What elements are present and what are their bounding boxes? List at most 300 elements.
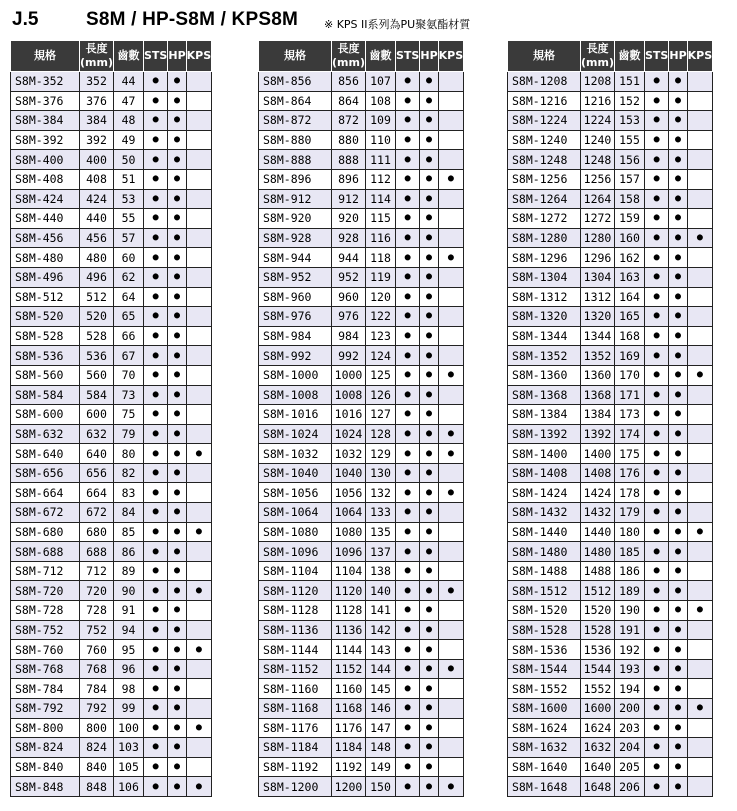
length-cell: 1136 <box>332 620 366 640</box>
kps-cell <box>687 248 713 268</box>
teeth-cell: 123 <box>366 326 396 346</box>
teeth-header: 齒數 <box>615 41 645 72</box>
sts-cell: ● <box>645 777 669 797</box>
material-note: ※ KPS II系列為PU聚氨酯材質 <box>324 18 471 31</box>
spec-cell: S8M-792 <box>11 699 80 719</box>
kps-cell: ● <box>438 365 464 385</box>
sts-cell: ● <box>396 444 420 464</box>
kps-cell <box>186 405 212 425</box>
teeth-cell: 115 <box>366 209 396 229</box>
sts-cell: ● <box>645 601 669 621</box>
kps-cell <box>687 424 713 444</box>
table-row <box>11 111 212 131</box>
table-row <box>259 287 464 307</box>
teeth-cell: 180 <box>615 522 645 542</box>
teeth-cell: 114 <box>366 189 396 209</box>
teeth-cell: 53 <box>114 189 144 209</box>
spec-cell: S8M-712 <box>11 561 80 581</box>
table-row <box>11 189 212 209</box>
length-cell: 1544 <box>581 659 615 679</box>
spec-cell: S8M-1056 <box>259 483 332 503</box>
teeth-cell: 141 <box>366 601 396 621</box>
hp-cell: ● <box>420 679 438 699</box>
length-cell: 896 <box>332 169 366 189</box>
hp-cell: ● <box>420 189 438 209</box>
hp-cell: ● <box>168 620 186 640</box>
table-row <box>259 483 464 503</box>
length-cell: 408 <box>80 169 114 189</box>
kps-cell <box>186 561 212 581</box>
teeth-cell: 175 <box>615 444 645 464</box>
length-cell: 1528 <box>581 620 615 640</box>
hp-header: HP <box>168 41 186 72</box>
kps-cell <box>438 601 464 621</box>
spec-cell: S8M-960 <box>259 287 332 307</box>
spec-cell: S8M-880 <box>259 130 332 150</box>
hp-cell: ● <box>420 659 438 679</box>
teeth-cell: 140 <box>366 581 396 601</box>
hp-cell: ● <box>168 111 186 131</box>
length-cell: 1184 <box>332 738 366 758</box>
spec-cell: S8M-1240 <box>508 130 581 150</box>
hp-cell: ● <box>420 209 438 229</box>
kps-cell: ● <box>687 699 713 719</box>
kps-cell: ● <box>186 444 212 464</box>
sts-cell: ● <box>144 209 168 229</box>
hp-cell: ● <box>669 503 687 523</box>
table-row <box>11 503 212 523</box>
table-row <box>11 561 212 581</box>
teeth-cell: 194 <box>615 679 645 699</box>
spec-cell: S8M-1640 <box>508 757 581 777</box>
teeth-cell: 163 <box>615 267 645 287</box>
length-cell: 864 <box>332 91 366 111</box>
kps-cell: ● <box>438 248 464 268</box>
sts-cell: ● <box>144 444 168 464</box>
teeth-cell: 47 <box>114 91 144 111</box>
spec-cell: S8M-864 <box>259 91 332 111</box>
hp-cell: ● <box>669 189 687 209</box>
length-cell: 1248 <box>581 150 615 170</box>
spec-cell: S8M-1120 <box>259 581 332 601</box>
spec-cell: S8M-424 <box>11 189 80 209</box>
table-row <box>11 405 212 425</box>
sts-cell: ● <box>645 738 669 758</box>
kps-cell <box>186 209 212 229</box>
table-row <box>508 248 713 268</box>
hp-cell: ● <box>168 385 186 405</box>
hp-cell: ● <box>168 72 186 92</box>
kps-cell <box>186 503 212 523</box>
kps-cell: ● <box>687 228 713 248</box>
kps-cell <box>438 287 464 307</box>
hp-cell: ● <box>669 679 687 699</box>
teeth-cell: 94 <box>114 620 144 640</box>
hp-cell: ● <box>420 72 438 92</box>
kps-cell <box>438 346 464 366</box>
table-row <box>508 72 713 92</box>
hp-cell: ● <box>168 365 186 385</box>
length-cell: 720 <box>80 581 114 601</box>
spec-cell: S8M-352 <box>11 72 80 92</box>
spec-cell: S8M-536 <box>11 346 80 366</box>
spec-cell: S8M-976 <box>259 307 332 327</box>
kps-cell <box>687 444 713 464</box>
table-row <box>259 463 464 483</box>
teeth-cell: 169 <box>615 346 645 366</box>
spec-cell: S8M-1248 <box>508 150 581 170</box>
sts-cell: ● <box>144 130 168 150</box>
spec-cell: S8M-680 <box>11 522 80 542</box>
length-cell: 928 <box>332 228 366 248</box>
spec-cell: S8M-1296 <box>508 248 581 268</box>
sts-cell: ● <box>396 503 420 523</box>
spec-cell: S8M-1520 <box>508 601 581 621</box>
length-cell: 1240 <box>581 130 615 150</box>
spec-cell: S8M-1624 <box>508 718 581 738</box>
kps-cell <box>438 699 464 719</box>
kps-cell <box>186 463 212 483</box>
spec-cell: S8M-856 <box>259 72 332 92</box>
length-cell: 1280 <box>581 228 615 248</box>
kps-cell <box>186 542 212 562</box>
kps-cell <box>687 150 713 170</box>
teeth-cell: 120 <box>366 287 396 307</box>
table-row <box>259 581 464 601</box>
teeth-cell: 178 <box>615 483 645 503</box>
spec-cell: S8M-632 <box>11 424 80 444</box>
table-row <box>11 209 212 229</box>
kps-cell <box>687 738 713 758</box>
hp-cell: ● <box>420 522 438 542</box>
teeth-cell: 160 <box>615 228 645 248</box>
sts-cell: ● <box>144 463 168 483</box>
kps-cell: ● <box>186 718 212 738</box>
kps-cell <box>438 326 464 346</box>
length-cell: 376 <box>80 91 114 111</box>
teeth-cell: 51 <box>114 169 144 189</box>
kps-cell <box>186 738 212 758</box>
sts-header: STS <box>144 41 168 72</box>
table-row <box>259 424 464 444</box>
length-cell: 512 <box>80 287 114 307</box>
teeth-cell: 116 <box>366 228 396 248</box>
spec-cell: S8M-800 <box>11 718 80 738</box>
hp-cell: ● <box>669 601 687 621</box>
sts-cell: ● <box>645 267 669 287</box>
table-row <box>259 699 464 719</box>
sts-cell: ● <box>144 307 168 327</box>
kps-cell <box>186 385 212 405</box>
length-cell: 352 <box>80 72 114 92</box>
table-row <box>259 444 464 464</box>
teeth-cell: 106 <box>114 777 144 797</box>
table-row <box>11 150 212 170</box>
length-cell: 1648 <box>581 777 615 797</box>
hp-cell: ● <box>168 503 186 523</box>
length-cell: 1008 <box>332 385 366 405</box>
spec-cell: S8M-560 <box>11 365 80 385</box>
length-cell: 768 <box>80 659 114 679</box>
teeth-cell: 100 <box>114 718 144 738</box>
sts-cell: ● <box>396 522 420 542</box>
table-row <box>11 718 212 738</box>
sts-cell: ● <box>396 542 420 562</box>
sts-cell: ● <box>645 503 669 523</box>
length-cell: 840 <box>80 757 114 777</box>
table-row <box>259 620 464 640</box>
spec-cell: S8M-1256 <box>508 169 581 189</box>
spec-cell: S8M-848 <box>11 777 80 797</box>
length-cell: 984 <box>332 326 366 346</box>
hp-cell: ● <box>168 307 186 327</box>
hp-cell: ● <box>669 228 687 248</box>
sts-cell: ● <box>396 346 420 366</box>
hp-cell: ● <box>669 640 687 660</box>
hp-cell: ● <box>420 777 438 797</box>
spec-cell: S8M-1480 <box>508 542 581 562</box>
hp-cell: ● <box>420 150 438 170</box>
length-cell: 992 <box>332 346 366 366</box>
sts-cell: ● <box>144 620 168 640</box>
length-cell: 1000 <box>332 365 366 385</box>
kps-cell <box>186 189 212 209</box>
length-cell: 1400 <box>581 444 615 464</box>
length-cell: 1272 <box>581 209 615 229</box>
table-row <box>508 405 713 425</box>
length-cell: 1256 <box>581 169 615 189</box>
teeth-cell: 103 <box>114 738 144 758</box>
spec-cell: S8M-928 <box>259 228 332 248</box>
length-cell: 1304 <box>581 267 615 287</box>
hp-cell: ● <box>168 699 186 719</box>
table-row <box>259 542 464 562</box>
spec-cell: S8M-1384 <box>508 405 581 425</box>
table-row <box>508 424 713 444</box>
kps-cell <box>687 581 713 601</box>
length-cell: 784 <box>80 679 114 699</box>
teeth-cell: 193 <box>615 659 645 679</box>
kps-cell: ● <box>438 169 464 189</box>
hp-cell: ● <box>669 267 687 287</box>
kps-cell <box>438 267 464 287</box>
hp-cell: ● <box>669 385 687 405</box>
length-cell: 1392 <box>581 424 615 444</box>
kps-header: KPS <box>438 41 464 72</box>
table-row <box>259 130 464 150</box>
teeth-cell: 132 <box>366 483 396 503</box>
hp-cell: ● <box>669 738 687 758</box>
hp-cell: ● <box>669 72 687 92</box>
table-row <box>11 130 212 150</box>
teeth-cell: 143 <box>366 640 396 660</box>
sts-cell: ● <box>144 267 168 287</box>
teeth-cell: 70 <box>114 365 144 385</box>
hp-cell: ● <box>669 483 687 503</box>
spec-cell: S8M-1144 <box>259 640 332 660</box>
table-row <box>259 679 464 699</box>
length-cell: 400 <box>80 150 114 170</box>
length-cell: 1104 <box>332 561 366 581</box>
table-row <box>259 777 464 797</box>
sts-cell: ● <box>396 130 420 150</box>
kps-cell <box>186 130 212 150</box>
spec-cell: S8M-392 <box>11 130 80 150</box>
table-row <box>259 248 464 268</box>
teeth-cell: 189 <box>615 581 645 601</box>
table-row <box>508 444 713 464</box>
spec-cell: S8M-920 <box>259 209 332 229</box>
spec-cell: S8M-1408 <box>508 463 581 483</box>
kps-cell <box>186 267 212 287</box>
spec-cell: S8M-640 <box>11 444 80 464</box>
table-row <box>508 483 713 503</box>
table-row <box>508 307 713 327</box>
spec-cell: S8M-1544 <box>508 659 581 679</box>
teeth-cell: 146 <box>366 699 396 719</box>
sts-cell: ● <box>645 189 669 209</box>
hp-cell: ● <box>669 561 687 581</box>
hp-cell: ● <box>168 326 186 346</box>
kps-cell <box>186 307 212 327</box>
length-cell: 1264 <box>581 189 615 209</box>
spec-cell: S8M-408 <box>11 169 80 189</box>
table-row <box>259 326 464 346</box>
hp-cell: ● <box>168 777 186 797</box>
kps-cell <box>186 287 212 307</box>
table-row <box>11 757 212 777</box>
teeth-cell: 147 <box>366 718 396 738</box>
sts-cell: ● <box>645 699 669 719</box>
kps-cell <box>438 738 464 758</box>
sts-cell: ● <box>396 248 420 268</box>
spec-table-1 <box>10 40 212 797</box>
spec-cell: S8M-1224 <box>508 111 581 131</box>
teeth-cell: 128 <box>366 424 396 444</box>
sts-cell: ● <box>144 640 168 660</box>
length-cell: 1480 <box>581 542 615 562</box>
teeth-cell: 168 <box>615 326 645 346</box>
kps-cell <box>687 757 713 777</box>
length-cell: 1040 <box>332 463 366 483</box>
kps-cell <box>687 385 713 405</box>
teeth-cell: 142 <box>366 620 396 640</box>
sts-cell: ● <box>396 620 420 640</box>
kps-cell <box>687 169 713 189</box>
kps-cell <box>438 307 464 327</box>
teeth-cell: 156 <box>615 150 645 170</box>
length-cell: 424 <box>80 189 114 209</box>
table-row <box>11 581 212 601</box>
teeth-cell: 158 <box>615 189 645 209</box>
sts-cell: ● <box>144 326 168 346</box>
sts-cell: ● <box>645 424 669 444</box>
sts-cell: ● <box>396 777 420 797</box>
length-cell: 392 <box>80 130 114 150</box>
sts-cell: ● <box>645 169 669 189</box>
spec-cell: S8M-1528 <box>508 620 581 640</box>
spec-cell: S8M-888 <box>259 150 332 170</box>
teeth-cell: 174 <box>615 424 645 444</box>
teeth-cell: 190 <box>615 601 645 621</box>
sts-cell: ● <box>396 326 420 346</box>
sts-cell: ● <box>396 365 420 385</box>
spec-cell: S8M-1168 <box>259 699 332 719</box>
length-header: 長度 (mm) <box>581 41 615 72</box>
kps-cell <box>687 189 713 209</box>
hp-cell: ● <box>420 444 438 464</box>
table-row <box>259 91 464 111</box>
teeth-cell: 150 <box>366 777 396 797</box>
kps-cell: ● <box>687 522 713 542</box>
sts-cell: ● <box>396 757 420 777</box>
spec-cell: S8M-872 <box>259 111 332 131</box>
length-cell: 1144 <box>332 640 366 660</box>
table-row <box>508 699 713 719</box>
length-cell: 1152 <box>332 659 366 679</box>
sts-cell: ● <box>645 228 669 248</box>
spec-cell: S8M-1432 <box>508 503 581 523</box>
teeth-cell: 157 <box>615 169 645 189</box>
spec-cell: S8M-376 <box>11 91 80 111</box>
page-header <box>8 6 728 34</box>
sts-cell: ● <box>645 307 669 327</box>
sts-header: STS <box>396 41 420 72</box>
hp-cell: ● <box>168 209 186 229</box>
length-cell: 640 <box>80 444 114 464</box>
kps-cell: ● <box>438 581 464 601</box>
length-cell: 688 <box>80 542 114 562</box>
kps-cell <box>186 679 212 699</box>
teeth-cell: 148 <box>366 738 396 758</box>
kps-cell <box>687 679 713 699</box>
table-row <box>508 679 713 699</box>
teeth-cell: 65 <box>114 307 144 327</box>
spec-cell: S8M-1024 <box>259 424 332 444</box>
table-row <box>508 463 713 483</box>
sts-cell: ● <box>396 287 420 307</box>
hp-cell: ● <box>669 150 687 170</box>
hp-cell: ● <box>669 463 687 483</box>
kps-cell <box>687 503 713 523</box>
kps-cell <box>687 326 713 346</box>
hp-cell: ● <box>669 757 687 777</box>
kps-cell <box>687 640 713 660</box>
teeth-cell: 119 <box>366 267 396 287</box>
teeth-cell: 125 <box>366 365 396 385</box>
teeth-cell: 107 <box>366 72 396 92</box>
kps-cell <box>687 718 713 738</box>
kps-cell <box>186 326 212 346</box>
table-row <box>508 228 713 248</box>
hp-cell: ● <box>669 522 687 542</box>
length-cell: 728 <box>80 601 114 621</box>
sts-cell: ● <box>396 424 420 444</box>
table-row <box>259 757 464 777</box>
spec-cell: S8M-1104 <box>259 561 332 581</box>
hp-cell: ● <box>669 326 687 346</box>
length-cell: 1200 <box>332 777 366 797</box>
teeth-cell: 162 <box>615 248 645 268</box>
hp-cell: ● <box>669 718 687 738</box>
length-cell: 1432 <box>581 503 615 523</box>
kps-cell: ● <box>186 640 212 660</box>
kps-cell <box>186 169 212 189</box>
teeth-cell: 159 <box>615 209 645 229</box>
spec-cell: S8M-672 <box>11 503 80 523</box>
teeth-cell: 112 <box>366 169 396 189</box>
spec-cell: S8M-512 <box>11 287 80 307</box>
